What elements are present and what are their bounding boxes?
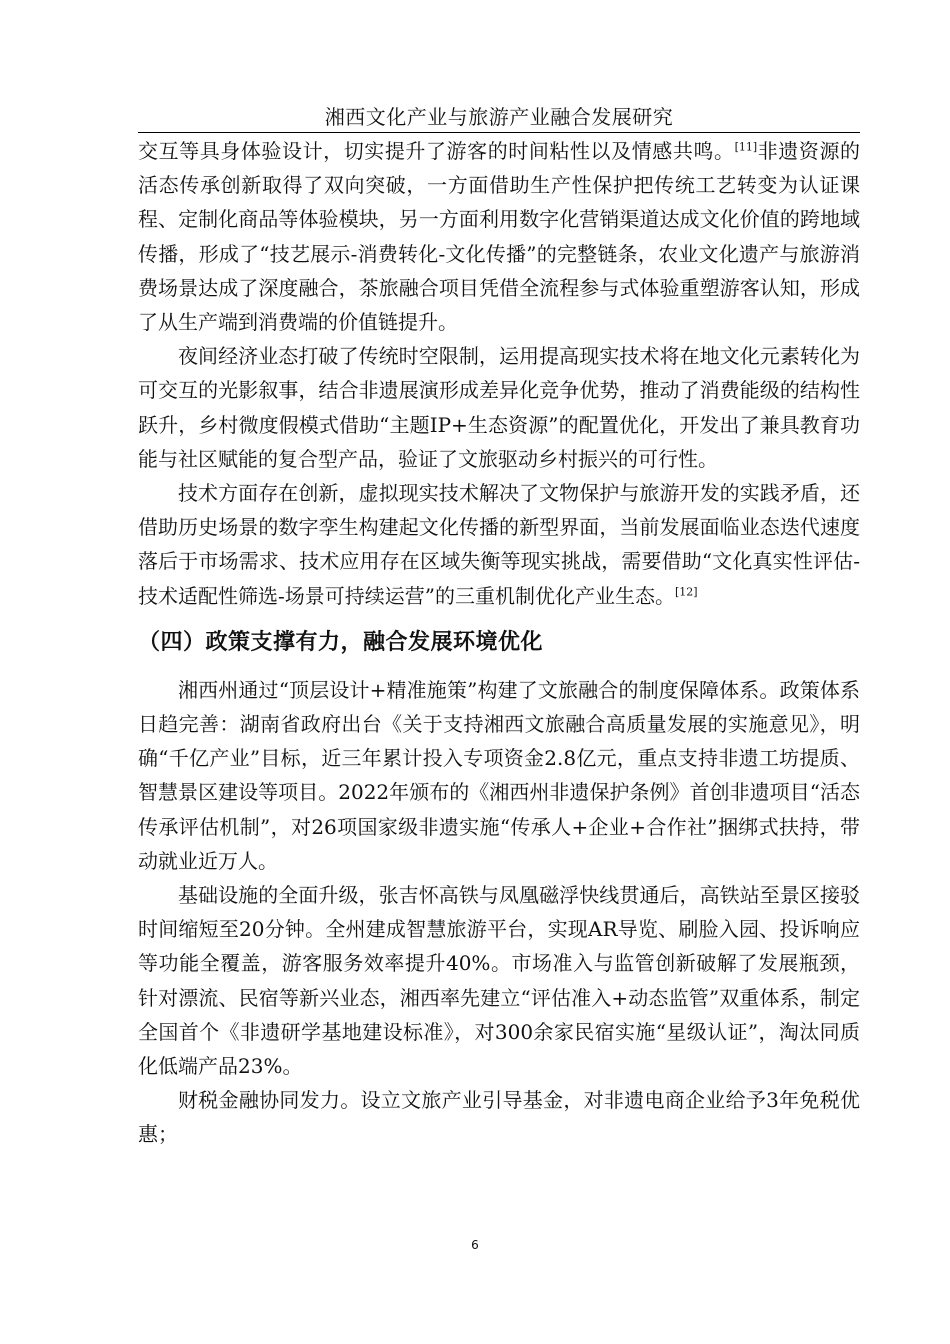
paragraph-5: 基础设施的全面升级，张吉怀高铁与凤凰磁浮快线贯通后，高铁站至景区接驳时间缩短至20分钟。全州建成智慧旅游平台，实现AR导览、刷脸入园、投诉响应等功能全覆盖，游客服务效率提升40%。市场准入与监管创新破解了发展瓶颈，针对漂流、民宿等新兴业态，湘西率先建立“评估准入+动态监管”双重体系，制定全国首个《非遗研学基地建设标准》，对300余家民宿实施“星级认证”，淘汰同质化低端产品23%。 [138, 883, 860, 1079]
citation-11: [11] [734, 140, 758, 154]
running-header: 湘西文化产业与旅游产业融合发展研究 [324, 105, 674, 129]
paragraph-1-text: 交互等具身体验设计，切实提升了游客的时间粘性以及情感共鸣。 [138, 139, 735, 163]
body-text [138, 134, 860, 1152]
header-rule [138, 132, 860, 133]
paragraph-2: 夜间经济业态打破了传统时空限制，运用提高现实技术将在地文化元素转化为可交互的光影叙事，结合非遗展演形成差异化竞争优势，推动了消费能级的结构性跃升，乡村微度假模式借助“主题IP+生态资源”的配置优化，开发出了兼具教育功能与社区赋能的复合型产品，验证了文旅驱动乡村振兴的可行性。 [138, 344, 860, 471]
paragraph-3-text: 技术方面存在创新，虚拟现实技术解决了文物保护与旅游开发的实践矛盾，还借助历史场景的数字孪生构建起文化传播的新型界面，当前发展面临业态迭代速度落后于市场需求、技术应用存在区域失衡等现实挑战，需要借助“文化真实性评估-技术适配性筛选-场景可持续运营”的三重机制优化产业生态。 [138, 481, 860, 608]
paragraph-6: 财税金融协同发力。设立文旅产业引导基金，对非遗电商企业给予3年免税优惠； [138, 1088, 860, 1147]
paragraph-3 [138, 476, 860, 613]
page-number: 6 [471, 1238, 479, 1252]
paragraph-4: 湘西州通过“顶层设计+精准施策”构建了文旅融合的制度保障体系。政策体系日趋完善：湖南省政府出台《关于支持湘西文旅融合高质量发展的实施意见》，明确“千亿产业”目标，近三年累计投入专项资金2.8亿元，重点支持非遗工坊提质、智慧景区建设等项目。2022年颁布的《湘西州非遗保护条例》首创非遗项目“活态传承评估机制”，对26项国家级非遗实施“传承人+企业+合作社”捆绑式扶持，带动就业近万人。 [138, 677, 860, 873]
paragraph-1 [138, 134, 860, 339]
citation-12: [12] [674, 584, 698, 598]
paragraph-1-tail: 非遗资源的活态传承创新取得了双向突破，一方面借助生产性保护把传统工艺转变为认证课程、定制化商品等体验模块，另一方面利用数字化营销渠道达成文化价值的跨地域传播，形成了“技艺展示-消费转化-文化传播”的完整链条，农业文化遗产与旅游消费场景达成了深度融合，茶旅融合项目凭借全流程参与式体验重塑游客认知，形成了从生产端到消费端的价值链提升。 [138, 139, 861, 335]
section-heading: （四）政策支撑有力，融合发展环境优化 [138, 629, 544, 655]
